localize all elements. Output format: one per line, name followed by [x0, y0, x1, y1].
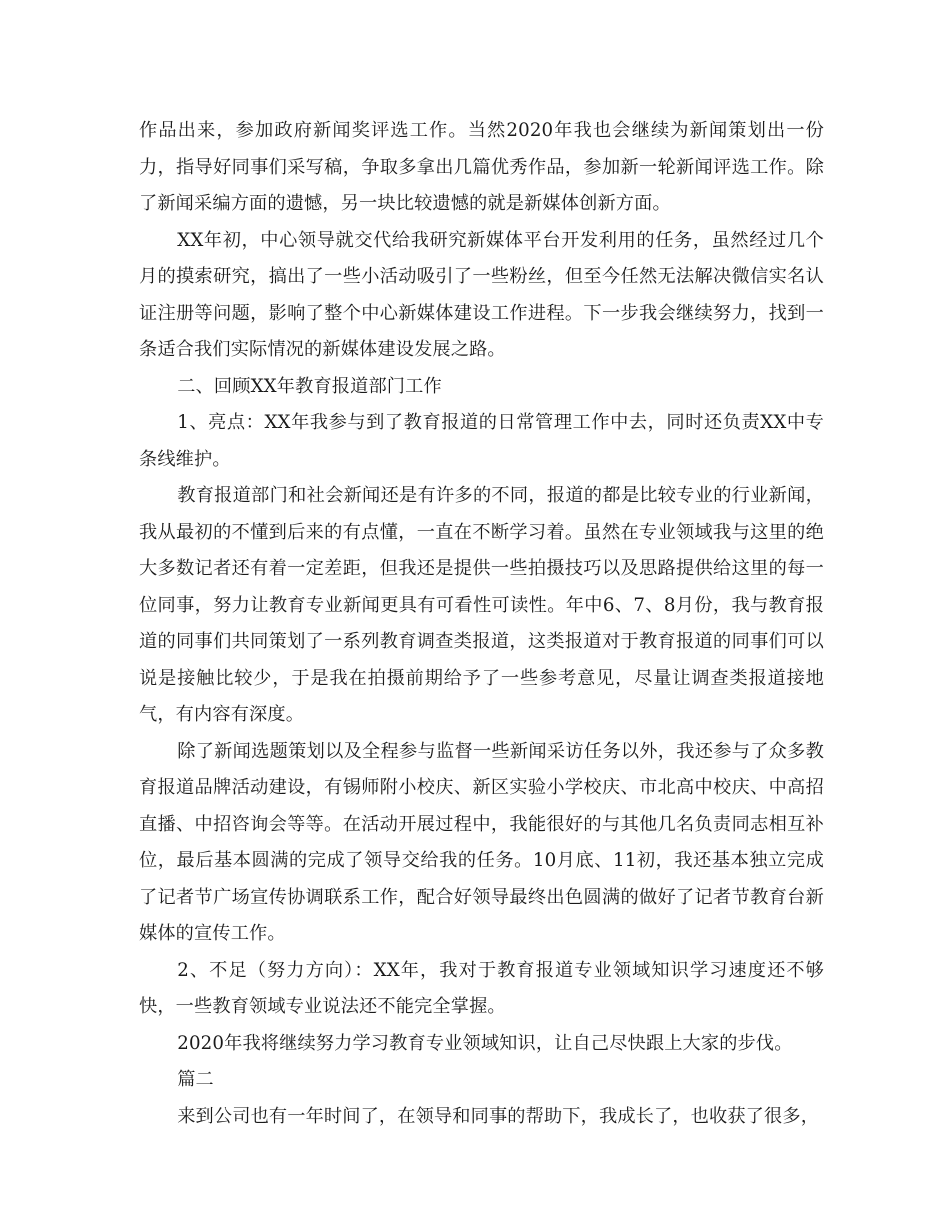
- paragraph-continuation: 作品出来，参加政府新闻奖评选工作。当然2020年我也会继续为新闻策划出一份力，指导好同事们采写稿，争取多拿出几篇优秀作品，参加新一轮新闻评选工作。除了新闻采编方面的遗憾，另一块比较遗憾的就是新媒体创新方面。: [139, 120, 824, 214]
- section-heading-part-two: 篇二: [177, 1069, 214, 1090]
- document-body: [139, 113, 824, 1135]
- paragraph-new-media: XX年初，中心领导就交代给我研究新媒体平台开发利用的任务，虽然经过几个月的摸索研究，搞出了一些小活动吸引了一些粉丝，但至今任然无法解决微信实名认证注册等问题，影响了整个中心新媒体建设工作进程。下一步我会继续努力，找到一条适合我们实际情况的新媒体建设发展之路。: [139, 229, 824, 360]
- paragraph-education-reporting: 教育报道部门和社会新闻还是有许多的不同，报道的都是比较专业的行业新闻，我从最初的不懂到后来的有点懂，一直在不断学习着。虽然在专业领域我与这里的绝大多数记者还有着一定差距，但我还是提供一些拍摄技巧以及思路提供给这里的每一位同事，努力让教育专业新闻更具有可看性可读性。年中6、7、8月份，我与教育报道的同事们共同策划了一系列教育调查类报道，这类报道对于教育报道的同事们可以说是接触比较少，于是我在拍摄前期给予了一些参考意见，尽量让调查类报道接地气，有内容有深度。: [139, 485, 824, 725]
- paragraph-plan-2020: 2020年我将继续努力学习教育专业领域知识，让自己尽快跟上大家的步伐。: [177, 1032, 793, 1054]
- paragraph-part-two-intro: 来到公司也有一年时间了，在领导和同事的帮助下，我成长了，也收获了很多，: [177, 1105, 820, 1127]
- section-heading-review: 二、回顾XX年教育报道部门工作: [177, 375, 442, 397]
- paragraph-shortcomings: 2、不足（努力方向）：XX年，我对于教育报道专业领域知识学习速度还不够快，一些教育领域专业说法还不能完全掌握。: [139, 959, 824, 1017]
- paragraph-highlights: 1、亮点：XX年我参与到了教育报道的日常管理工作中去，同时还负责XX中专条线维护。: [139, 412, 824, 470]
- paragraph-events: 除了新闻选题策划以及全程参与监督一些新闻采访任务以外，我还参与了众多教育报道品牌活动建设，有锡师附小校庆、新区实验小学校庆、市北高中校庆、中高招直播、中招咨询会等等。在活动开展过程中，我能很好的与其他几名负责同志相互补位，最后基本圆满的完成了领导交给我的任务。10月底、11初，我还基本独立完成了记者节广场宣传协调联系工作，配合好领导最终出色圆满的做好了记者节教育台新媒体的宣传工作。: [139, 740, 824, 944]
